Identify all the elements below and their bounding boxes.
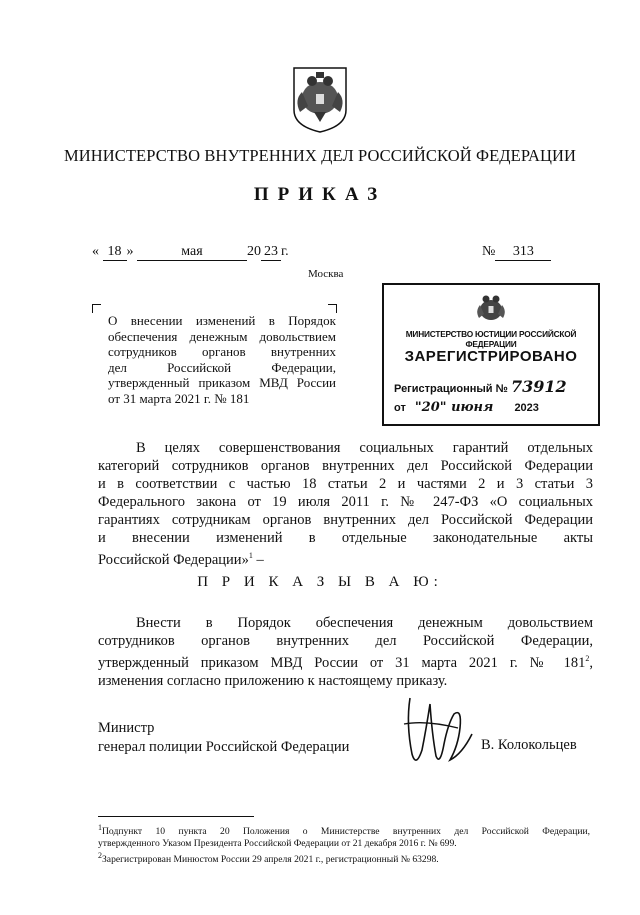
stamp-date-line	[394, 400, 539, 415]
stamp-reg-number: 73912	[510, 377, 567, 396]
date-day: 18	[103, 244, 127, 261]
stamp-status: ЗАРЕГИСТРИРОВАНО	[404, 348, 578, 365]
ministry-title: МИНИСТЕРСТВО ВНУТРЕННИХ ДЕЛ РОССИЙСКОЙ ФЕДЕРАЦИИ	[63, 146, 577, 165]
footnote-text: Подпункт 10 пункта 20 Положения о Министерстве внутренних дел Российской Федерации,	[102, 826, 590, 838]
subject-line: сотрудников органов внутренних	[108, 344, 336, 359]
coat-of-arms-icon	[290, 66, 350, 134]
footnote-ref: 1	[248, 551, 253, 560]
order-number	[482, 244, 551, 261]
subject-line: от 31 марта 2021 г. № 181	[108, 390, 250, 406]
subject-line: утвержденный приказом МВД России	[108, 375, 336, 390]
subject-block	[108, 313, 336, 406]
preamble	[98, 439, 593, 569]
footnote-mark: 1	[98, 823, 102, 832]
handwritten-signature	[396, 694, 476, 772]
body-line: изменения согласно приложению к настоящему приказу.	[98, 672, 448, 689]
city: Москва	[308, 268, 344, 280]
footnotes	[98, 822, 590, 866]
stamp-date-prefix: от	[394, 402, 406, 414]
body-line: и внесении изменений в отдельные законодательные акты	[98, 530, 593, 546]
order-text	[98, 614, 593, 690]
stamp-reg-line	[394, 377, 567, 396]
registration-stamp	[382, 283, 600, 426]
date-year-prefix: 20	[247, 244, 261, 259]
subject-line: обеспечения денежным довольствием	[108, 328, 336, 344]
body-line: утвержденный приказом МВД России от 31 марта 2021 г. № 181	[98, 654, 586, 671]
bracket-left	[92, 304, 101, 313]
date-close-quote: »	[126, 244, 134, 259]
subject-line: дел Российской Федерации,	[108, 359, 336, 375]
body-line: В целях совершенствования социальных гарантий отдельных	[136, 440, 593, 456]
subject-line: О внесении изменений в Порядок	[108, 313, 336, 328]
footnote-mark: 2	[98, 851, 102, 861]
footnote-1-cont: утвержденного Указом Президента Российской Федерации от 21 декабря 2016 г. № 699.	[98, 838, 457, 850]
comma: ,	[589, 654, 593, 671]
dash: –	[252, 551, 264, 568]
coat-of-arms-icon	[474, 291, 508, 325]
body-line: Внести в Порядок обеспечения денежным довольствием	[136, 615, 593, 631]
date-year-suffix: г.	[281, 244, 289, 259]
role-line: генерал полиции Российской Федерации	[98, 738, 350, 755]
number-value: 313	[495, 244, 551, 261]
signatory-role	[98, 719, 349, 756]
date-month: мая	[137, 244, 247, 261]
stamp-date-handwritten: "20" июня	[414, 400, 494, 415]
date-line	[92, 244, 289, 261]
role-line: Министр	[98, 720, 155, 736]
stamp-date-year: 2023	[514, 402, 539, 414]
body-line: и в соответствии с частью 18 статьи 2 и частями 2 и 3 статьи 3	[98, 476, 593, 492]
footnote-text: Зарегистрирован Минюстом России 29 апреля 2021 г., регистрационный № 63298.	[102, 854, 439, 866]
signatory-name: В. Колокольцев	[481, 737, 577, 753]
body-line: Федерального закона от 19 июля 2011 г. № 247-ФЗ «О социальных	[98, 494, 593, 510]
bracket-right	[328, 304, 337, 313]
number-label: №	[482, 244, 496, 259]
date-year: 23	[261, 244, 281, 261]
date-open-quote: «	[92, 244, 99, 259]
stamp-ministry: МИНИСТЕРСТВО ЮСТИЦИИ РОССИЙСКОЙ ФЕДЕРАЦИИ	[405, 329, 577, 349]
document-type: ПРИКАЗ	[253, 184, 387, 205]
body-line: гарантиях сотрудникам органов внутренних дел Российской Федерации	[98, 512, 593, 528]
body-line: сотрудников органов внутренних дел Российской Федерации,	[98, 633, 593, 649]
footnote-2	[98, 850, 590, 866]
body-line-last	[98, 547, 593, 569]
order-word: П Р И К А З Ы В А Ю:	[197, 574, 443, 590]
body-line: категорий сотрудников органов внутренних дел Российской Федерации	[98, 458, 593, 474]
stamp-reg-label: Регистрационный №	[394, 383, 508, 395]
footnote-ref: 2	[585, 654, 590, 663]
footnote-1	[98, 822, 590, 838]
footnote-divider	[98, 816, 254, 817]
body-line: Российской Федерации»	[98, 551, 249, 568]
body-line-with-ref	[98, 650, 593, 672]
